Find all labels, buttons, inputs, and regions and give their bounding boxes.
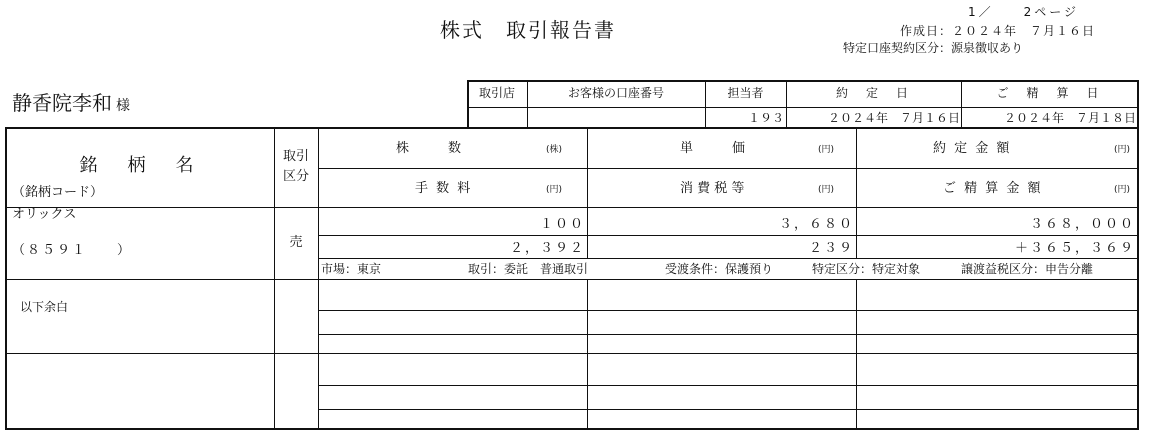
trade-type: 売	[289, 235, 303, 250]
contract-date-header: 約 定 日	[835, 86, 911, 100]
settlement-amount-value: ＋３６５，３６９	[1014, 241, 1135, 256]
detail-tax-type: 譲渡益税区分：申告分離	[961, 262, 1094, 276]
detail-delivery: 受渡条件：保護預り	[665, 262, 774, 276]
customer-name: 静香院李和	[12, 91, 112, 115]
account-type: 特定口座契約区分：源泉徴収あり	[843, 41, 1024, 55]
stock-name-header: 銘 柄 名	[79, 155, 200, 176]
unit-price-unit: (円)	[818, 145, 835, 155]
page-info: 1／ 2ページ	[968, 5, 1080, 19]
remainder-note: 以下余白	[20, 300, 69, 314]
customer-name-block	[12, 93, 130, 113]
detail-market: 市場：東京	[321, 262, 382, 276]
settlement-date-header: ご 精 算 日	[996, 86, 1102, 100]
consumption-tax-unit: (円)	[818, 185, 835, 195]
staff-value: １９３	[747, 111, 784, 125]
contract-amount-header: 約 定 金 額	[933, 141, 1012, 156]
shares-header: 株 数	[396, 141, 462, 156]
customer-honorific: 様	[116, 98, 130, 114]
contract-amount-unit: (円)	[1114, 145, 1131, 155]
contract-date-value: ２０２４年 ７月１６日	[827, 111, 960, 125]
trade-type-header-2: 区分	[282, 169, 309, 184]
unit-price-value: ３，６８０	[778, 217, 854, 232]
shares-unit: (株)	[546, 145, 563, 155]
commission-header: 手 数 料	[415, 181, 473, 196]
document-title: 株式 取引報告書	[440, 18, 616, 42]
contract-amount-value: ３６８，０００	[1029, 217, 1135, 232]
consumption-tax-value: ２３９	[808, 241, 854, 256]
shares-value: １００	[539, 217, 585, 232]
branch-header: 取引店	[478, 86, 515, 100]
detail-trade: 取引：委託 普通取引	[468, 262, 589, 276]
settlement-date-value: ２０２４年 ７月１８日	[1003, 111, 1136, 125]
settlement-amount-unit: (円)	[1114, 185, 1131, 195]
stock-code: （８５９１ ）	[12, 243, 133, 258]
stock-code-header: （銘柄コード）	[12, 185, 104, 200]
staff-header: 担当者	[727, 86, 764, 100]
detail-special-type: 特定区分：特定対象	[812, 262, 921, 276]
trade-type-header-1: 取引	[282, 149, 309, 164]
commission-value: ２，３９２	[509, 241, 585, 256]
commission-unit: (円)	[546, 185, 563, 195]
unit-price-header: 単 価	[680, 141, 746, 156]
settlement-amount-header: ご 精 算 金 額	[943, 181, 1043, 196]
consumption-tax-header: 消 費 税 等	[680, 181, 745, 196]
account-number-header: お客様の口座番号	[567, 86, 664, 100]
stock-name: オリックス	[12, 207, 77, 222]
created-date: 作成日：２０２４年 ７月１６日	[900, 24, 1096, 38]
